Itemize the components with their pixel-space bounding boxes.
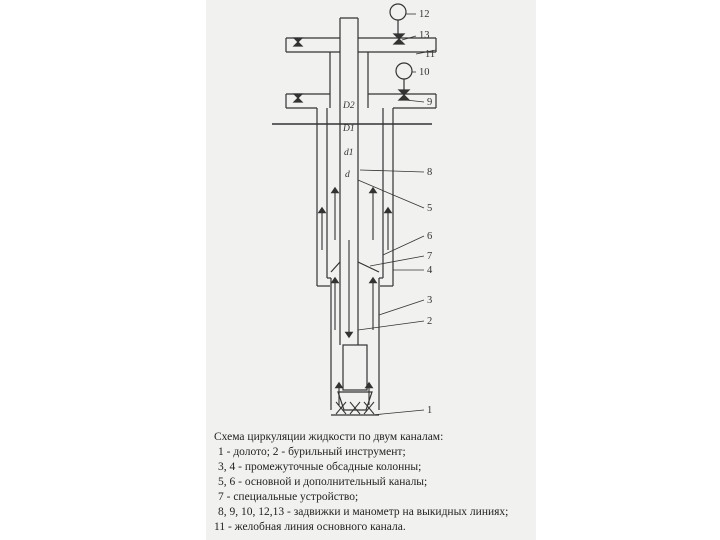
callout-3: 3: [427, 295, 433, 306]
dimension-D1: D1: [343, 124, 355, 134]
dimension-labels: [342, 101, 355, 180]
callout-4: 4: [427, 265, 433, 276]
valve-left-upper: [294, 38, 302, 46]
caption-line: 1 - долото; 2 - бурильный инструмент;: [218, 446, 406, 458]
valve-9: [399, 90, 409, 100]
dimension-d: d: [345, 170, 350, 180]
flow-arrows: [322, 190, 388, 405]
caption-line: 8, 9, 10, 12,13 - задвижки и манометр на выкидных линиях;: [218, 506, 509, 518]
caption-title: Схема циркуляции жидкости по двум каналам:: [214, 431, 444, 443]
callout-7: 7: [427, 251, 433, 262]
dimension-d1: d1: [344, 148, 354, 158]
callout-8: 8: [427, 167, 433, 178]
callout-10: 10: [419, 67, 430, 78]
callout-11: 11: [425, 49, 436, 60]
callout-2: 2: [427, 316, 433, 327]
callout-6: 6: [427, 231, 433, 242]
valve-left-lower: [294, 94, 302, 102]
casing-3: [327, 108, 383, 410]
callout-numbers: [419, 9, 435, 416]
callout-12: 12: [419, 9, 430, 20]
caption-line: 11 - желобная линия основного канала.: [214, 521, 406, 533]
drill-collar: [343, 345, 367, 390]
casing-4: [317, 108, 393, 286]
caption-line: 5, 6 - основной и дополнительный каналы;: [218, 476, 428, 488]
callout-5: 5: [427, 203, 433, 214]
valve-13: [394, 34, 404, 44]
special-device: [331, 262, 379, 272]
gauge-12: [390, 4, 406, 20]
callout-13: 13: [419, 30, 430, 41]
caption-line: 3, 4 - промежуточные обсадные колонны;: [218, 461, 422, 473]
upper-wellhead: [286, 38, 436, 108]
callout-9: 9: [427, 97, 433, 108]
gauge-10: [396, 63, 412, 79]
figure-caption: [214, 430, 532, 535]
caption-line: 7 - специальные устройство;: [218, 491, 359, 503]
callout-1: 1: [427, 405, 433, 416]
dimension-D2: D2: [343, 101, 355, 111]
